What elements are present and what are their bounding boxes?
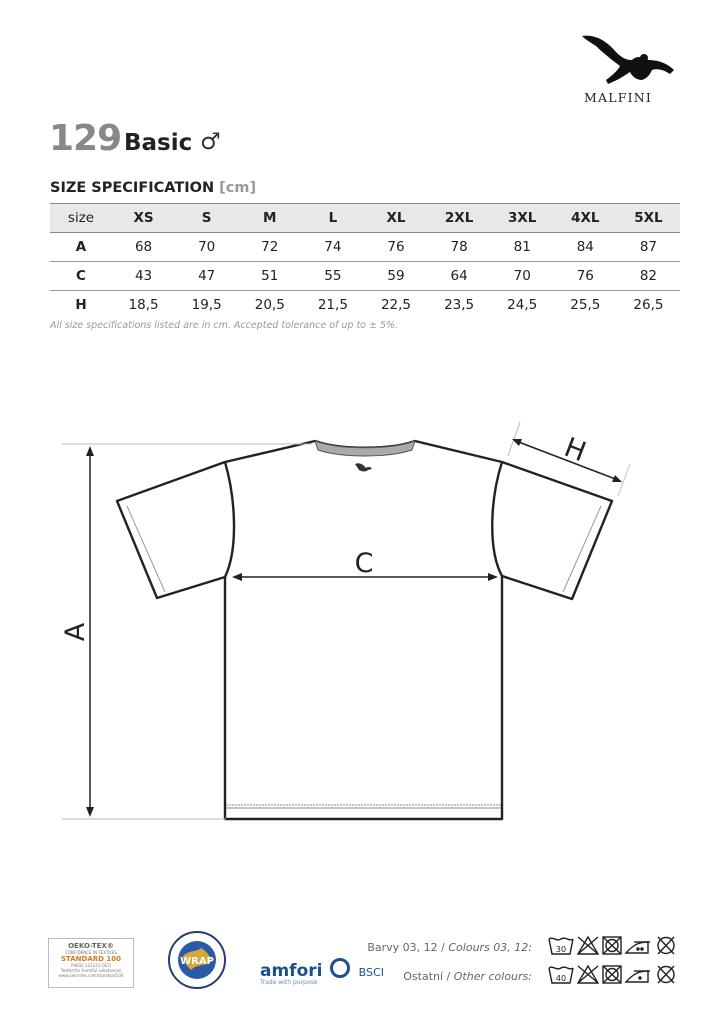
amfori-tagline: Trade with purpose (260, 979, 318, 986)
row-label: C (50, 262, 112, 291)
table-cell: 24,5 (507, 297, 538, 313)
size-table (50, 203, 680, 319)
table-header-cell: 5XL (617, 204, 680, 233)
right-sleeve-stitch (563, 506, 601, 592)
a-arrow-bottom (86, 807, 94, 817)
table-header-cell: M (238, 204, 301, 233)
no-tumble-dry-icon (603, 966, 621, 983)
eagle-icon (578, 30, 688, 90)
wash-temp-1: 30 (555, 945, 567, 954)
table-header-row (50, 204, 680, 233)
no-dry-clean-icon (658, 966, 674, 983)
a-arrow-top (86, 446, 94, 456)
colors-line (367, 941, 532, 954)
table-cell: 78 (428, 233, 491, 262)
left-armhole (225, 462, 234, 577)
table-cell: 72 (238, 233, 301, 262)
table-cell: 87 (617, 233, 680, 262)
oeko-url: www.oeko-tex.com/standard100 (58, 973, 124, 978)
oeko-code: P4932 131123 OETI (71, 963, 111, 968)
iron-icon (626, 971, 650, 982)
oeko-tex-badge (48, 938, 134, 988)
no-bleach-icon (578, 966, 598, 983)
table-cell: 82 (617, 262, 680, 291)
table-header-cell: XL (364, 204, 427, 233)
other-colors-line (403, 970, 532, 983)
table-header-cell: 4XL (554, 204, 617, 233)
table-cell: 81 (491, 233, 554, 262)
table-cell: 76 (364, 233, 427, 262)
collar-rib (315, 441, 415, 456)
product-name: Basic (124, 130, 193, 156)
table-cell: 51 (238, 262, 301, 291)
care-symbols-row-1 (548, 934, 688, 956)
wrap-text: WRAP (180, 956, 214, 967)
colors-label-en: Colours 03, 12: (448, 941, 532, 954)
care-symbols-row-2 (548, 963, 688, 985)
no-tumble-dry-icon (603, 937, 621, 954)
bsci-text: BSCI (358, 966, 384, 979)
table-cell: 70 (491, 262, 554, 291)
right-armhole (492, 462, 502, 576)
spec-heading-text: SIZE SPECIFICATION (50, 180, 215, 196)
other-label-cz: Ostatní / (403, 970, 451, 983)
label-h: H (560, 431, 591, 469)
table-cell: 26,5 (633, 297, 664, 313)
table-row (50, 262, 680, 291)
table-header-cell: L (301, 204, 364, 233)
table-cell: 70 (175, 233, 238, 262)
wrap-logo (167, 930, 227, 990)
table-row (50, 291, 680, 320)
spec-heading (50, 180, 256, 196)
table-header-cell: 3XL (491, 204, 554, 233)
table-cell: 64 (428, 262, 491, 291)
table-header-cell: 2XL (428, 204, 491, 233)
brand-name: MALFINI (584, 90, 653, 105)
neck-label-eagle-icon (355, 463, 372, 471)
tolerance-note: All size specifications listed are in cm. Accepted tolerance of up to ± 5%. (50, 320, 399, 331)
table-cell: 74 (301, 233, 364, 262)
table-cell: 47 (175, 262, 238, 291)
table-cell: 59 (364, 262, 427, 291)
table-cell: 68 (112, 233, 175, 262)
product-number: 129 (49, 118, 122, 159)
oeko-title: OEKO-TEX® (68, 942, 114, 950)
amfori-bsci-logo (260, 958, 384, 986)
oeko-standard: STANDARD 100 (60, 955, 122, 963)
c-arrow-right (488, 573, 498, 581)
table-cell: 20,5 (254, 297, 285, 313)
table-row (50, 233, 680, 262)
other-label-en: Other colours: (453, 970, 532, 983)
colors-label-cz: Barvy 03, 12 / (367, 941, 445, 954)
tshirt-outline (117, 441, 612, 819)
iron-icon (626, 942, 650, 953)
row-label: A (50, 233, 112, 262)
amfori-text: amfori (260, 961, 323, 981)
left-sleeve-stitch (127, 506, 165, 592)
table-cell: 19,5 (191, 297, 222, 313)
wash-temp-2: 40 (555, 974, 567, 983)
amfori-ring-icon (330, 958, 350, 978)
no-bleach-icon (578, 937, 598, 954)
table-cell: 21,5 (317, 297, 348, 313)
table-cell: 22,5 (380, 297, 412, 313)
table-header-cell: S (175, 204, 238, 233)
malfini-logo (578, 30, 688, 110)
gender-icon: ♂ (200, 129, 221, 155)
table-cell: 55 (301, 262, 364, 291)
label-c: C (354, 548, 374, 579)
oeko-tested: Tested for harmful substances (60, 968, 122, 973)
table-header-cell: XS (112, 204, 175, 233)
table-cell: 18,5 (128, 297, 159, 313)
no-dry-clean-icon (658, 937, 674, 954)
label-a: A (60, 622, 91, 642)
table-cell: 23,5 (444, 297, 475, 313)
row-label: H (75, 297, 87, 313)
table-cell: 25,5 (570, 297, 601, 313)
table-cell: 84 (554, 233, 617, 262)
c-arrow-left (232, 573, 242, 581)
h-arrow-right (612, 475, 622, 482)
oeko-sub: CONFIDENCE IN TEXTILES (65, 950, 117, 955)
table-header-cell: size (50, 204, 112, 233)
table-cell: 76 (554, 262, 617, 291)
tshirt-diagram (0, 420, 719, 840)
table-cell: 43 (112, 262, 175, 291)
h-arrow-left (512, 439, 522, 446)
spec-unit: [cm] (219, 180, 257, 196)
